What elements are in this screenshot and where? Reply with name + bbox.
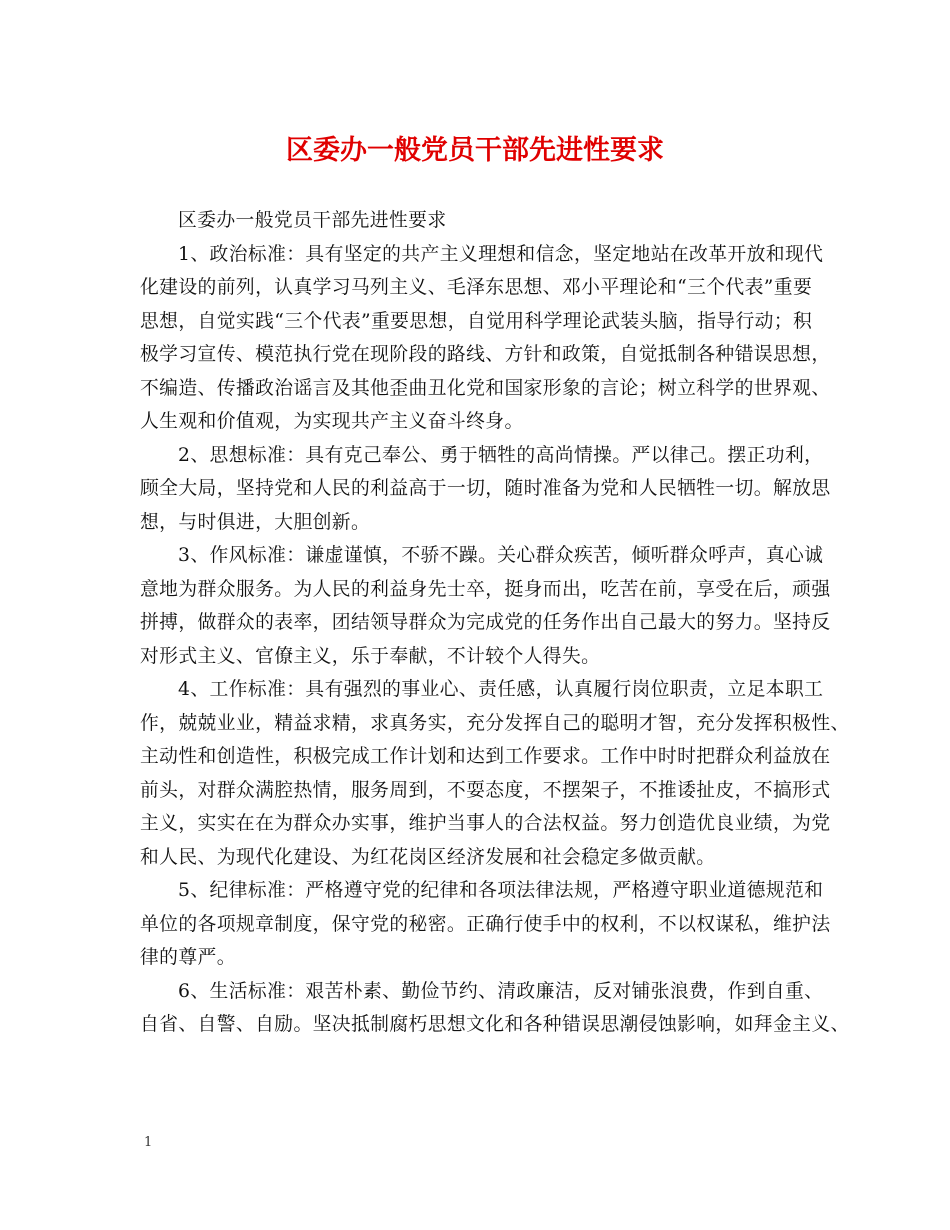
text-line: 1、政治标准：具有坚定的共产主义理想和信念，坚定地站在改革开放和现代 xyxy=(178,243,824,265)
text-line: 不编造、传播政治谣言及其他歪曲丑化党和国家形象的言论；树立科学的世界观、 xyxy=(140,377,831,399)
text-line: 对形式主义、官僚主义，乐于奉献，不计较个人得失。 xyxy=(140,645,601,667)
document-body xyxy=(140,204,850,1042)
page-number: 1 xyxy=(144,1135,153,1150)
text-line: 拼搏，做群众的表率，团结领导群众为完成党的任务作出自己最大的努力。坚持反 xyxy=(140,612,831,633)
document-title: 区委办一般党员干部先进性要求 xyxy=(286,135,664,166)
text-line: 思想，自觉实践“三个代表”重要思想，自觉用科学理论武装头脑，指导行动；积 xyxy=(140,310,813,332)
text-line: 2、思想标准：具有克己奉公、勇于牺牲的高尚情操。严以律己。摆正功利， xyxy=(178,444,824,466)
text-line: 单位的各项规章制度，保守党的秘密。正确行使手中的权利，不以权谋私，维护法 xyxy=(140,913,831,935)
paragraph-work-style-standard xyxy=(140,539,824,573)
text-line: 顾全大局，坚持党和人民的利益高于一切，随时准备为党和人民牺牲一切。解放思 xyxy=(140,478,831,499)
paragraph-life-standard xyxy=(140,975,824,1009)
paragraph-ideological-standard xyxy=(140,439,824,473)
text-line: 区委办一般党员干部先进性要求 xyxy=(178,210,447,231)
text-line: 意地为群众服务。为人民的利益身先士卒，挺身而出，吃苦在前，享受在后，顽强 xyxy=(140,578,831,600)
text-line: 作，兢兢业业，精益求精，求真务实，充分发挥自己的聪明才智，充分发挥积极性、 xyxy=(140,712,850,734)
text-line: 律的尊严。 xyxy=(140,947,236,968)
text-line: 主动性和创造性，积极完成工作计划和达到工作要求。工作中时时把群众利益放在 xyxy=(140,746,831,767)
text-line: 主义，实实在在为群众办实事，维护当事人的合法权益。努力创造优良业绩，为党 xyxy=(140,813,831,834)
paragraph-subtitle xyxy=(140,204,820,238)
text-line: 化建设的前列，认真学习马列主义、毛泽东思想、邓小平理论和“三个代表”重要 xyxy=(140,277,813,298)
text-line: 想，与时俱进，大胆创新。 xyxy=(140,511,371,533)
paragraph-work-standard xyxy=(140,673,824,707)
text-line: 和人民、为现代化建设、为红花岗区经济发展和社会稳定多做贡献。 xyxy=(140,846,716,868)
text-line: 极学习宣传、模范执行党在现阶段的路线、方针和政策，自觉抵制各种错误思想， xyxy=(140,344,831,365)
text-line: 6、生活标准：艰苦朴素、勤俭节约、清政廉洁，反对铺张浪费，作到自重、 xyxy=(178,980,824,1002)
text-line: 4、工作标准：具有强烈的事业心、责任感，认真履行岗位职责，立足本职工 xyxy=(178,679,824,700)
text-line: 3、作风标准：谦虚谨慎，不骄不躁。关心群众疾苦，倾听群众呼声，真心诚 xyxy=(178,545,824,566)
text-line: 前头，对群众满腔热情，服务周到，不耍态度，不摆架子，不推诿扯皮，不搞形式 xyxy=(140,779,831,801)
paragraph-discipline-standard xyxy=(140,874,824,908)
paragraph-political-standard xyxy=(140,238,824,272)
text-line: 5、纪律标准：严格遵守党的纪律和各项法律法规，严格遵守职业道德规范和 xyxy=(178,880,824,901)
text-line: 自省、自警、自励。坚决抵制腐朽思想文化和各种错误思潮侵蚀影响，如拜金主义、 xyxy=(140,1014,850,1035)
text-line: 人生观和价值观，为实现共产主义奋斗终身。 xyxy=(140,411,524,432)
